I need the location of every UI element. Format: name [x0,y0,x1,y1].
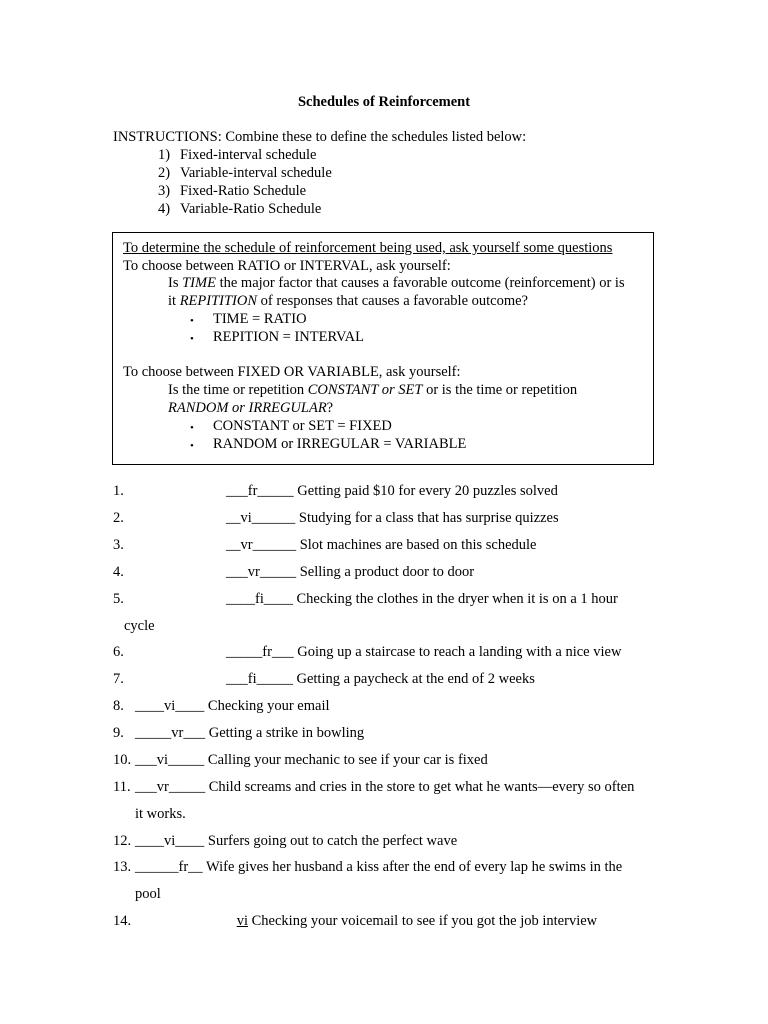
emphasis: RANDOM or IRREGULAR [168,400,327,416]
question-text: Getting a strike in bowling [205,725,365,741]
question-text: Checking your email [204,698,330,714]
question-text: Checking the clothes in the dryer when it is on a 1 hour [292,591,618,607]
list-item [135,724,364,742]
text: Is the time or repetition [168,382,308,398]
guide-box [112,232,654,465]
question-text: Calling your mechanic to see if your car is fixed [204,752,488,768]
ratio-question-line-1 [168,274,625,292]
list-item [226,482,558,500]
question-text: Getting a paycheck at the end of 2 weeks [292,671,535,687]
answer-blank: ____fi____ [226,591,293,607]
question-number: 4. [113,564,124,580]
bullet-icon: • [190,422,194,434]
list-item [135,832,457,850]
list-item [135,858,622,876]
question-text: Wife gives her husband a kiss after the end of every lap he swims in the [202,859,623,875]
answer-blank: ____vi____ [135,833,205,849]
list-item [226,536,537,554]
question-number: 3. [113,537,124,553]
question-number: 5. [113,591,124,607]
question-number: 1. [113,483,124,499]
list-item [226,509,559,527]
answer-blank: ____vi____ [135,698,205,714]
ratio-bullet-1: TIME = RATIO [213,311,307,327]
text: of responses that causes a favorable outcome? [257,293,528,309]
fixed-bullet-1: CONSTANT or SET = FIXED [213,418,392,434]
question-text: Studying for a class that has surprise quizzes [295,510,559,526]
question-text: Checking your voicemail to see if you got the job interview [248,913,598,929]
box-heading: To determine the schedule of reinforcement being used, ask yourself some questions [123,240,613,256]
item-label: Fixed-interval schedule [180,147,317,163]
question-continuation: cycle [124,618,155,634]
fixed-question-line-2 [168,399,333,417]
emphasis: REPITITION [179,293,258,309]
question-number: 12. [113,833,132,849]
question-number: 2. [113,510,124,526]
emphasis: CONSTANT or SET [307,382,423,398]
text: it [168,293,180,309]
text: Is [168,275,183,291]
list-item [135,912,597,930]
question-text: Slot machines are based on this schedule [296,537,537,553]
answer-blank: ___fr_____ [226,483,294,499]
list-item [135,778,634,796]
question-number: 11. [113,779,131,795]
answer-blank: _____vr___ [135,725,206,741]
item-label: Fixed-Ratio Schedule [180,183,307,199]
bullet-icon: • [190,440,194,452]
question-text: Surfers going out to catch the perfect wave [204,833,458,849]
instruction-item-1 [158,146,317,164]
page-title: Schedules of Reinforcement [297,94,471,110]
list-item [226,670,535,688]
bullet-icon: • [190,333,194,345]
question-text: Going up a staircase to reach a landing with a nice view [293,644,622,660]
instruction-item-3 [158,182,306,200]
list-item [135,751,488,769]
ratio-question-line-2 [168,292,528,310]
text: ? [326,400,334,416]
emphasis: TIME [182,275,216,291]
fixed-bullet-2: RANDOM or IRREGULAR = VARIABLE [213,436,467,452]
instruction-item-4 [158,200,321,218]
question-number: 8. [113,698,124,714]
instructions-text: INSTRUCTIONS: Combine these to define the schedules listed below: [113,129,527,145]
item-number: 2) [158,165,171,181]
item-label: Variable-Ratio Schedule [180,201,322,217]
answer-blank: ___vr_____ [226,564,297,580]
answer-blank: __vr______ [226,537,297,553]
question-number: 13. [113,859,132,875]
item-number: 3) [158,183,171,199]
fixed-intro: To choose between FIXED OR VARIABLE, ask yourself: [123,364,461,380]
list-item [226,643,621,661]
list-item [226,590,618,608]
text: the major factor that causes a favorable outcome (reinforcement) or is [215,275,625,291]
ratio-intro: To choose between RATIO or INTERVAL, ask yourself: [123,258,451,274]
question-text: Child screams and cries in the store to get what he wants—every so often [205,779,635,795]
item-number: 1) [158,147,171,163]
question-number: 10. [113,752,132,768]
answer-blank: __vi______ [226,510,296,526]
ratio-bullet-2: REPITION = INTERVAL [213,329,364,345]
question-number: 6. [113,644,124,660]
answer-blank: ___fi_____ [226,671,293,687]
answer-blank: ___vi_____ [135,752,205,768]
question-continuation: it works. [135,806,186,822]
list-item [135,697,330,715]
question-number: 7. [113,671,124,687]
item-label: Variable-interval schedule [180,165,332,181]
question-text: Selling a product door to door [296,564,475,580]
question-number: 14. [113,913,132,929]
item-number: 4) [158,201,171,217]
question-number: 9. [113,725,124,741]
answer-blank: _____fr___ [226,644,294,660]
answer-blank: vi [236,913,248,929]
instruction-item-2 [158,164,332,182]
question-continuation: pool [135,886,161,902]
bullet-icon: • [190,315,194,327]
question-text: Getting paid $10 for every 20 puzzles solved [293,483,558,499]
answer-blank: ______fr__ [135,859,203,875]
fixed-question-line-1 [168,381,577,399]
text: or is the time or repetition [422,382,578,398]
answer-blank: ___vr_____ [135,779,206,795]
list-item [226,563,474,581]
